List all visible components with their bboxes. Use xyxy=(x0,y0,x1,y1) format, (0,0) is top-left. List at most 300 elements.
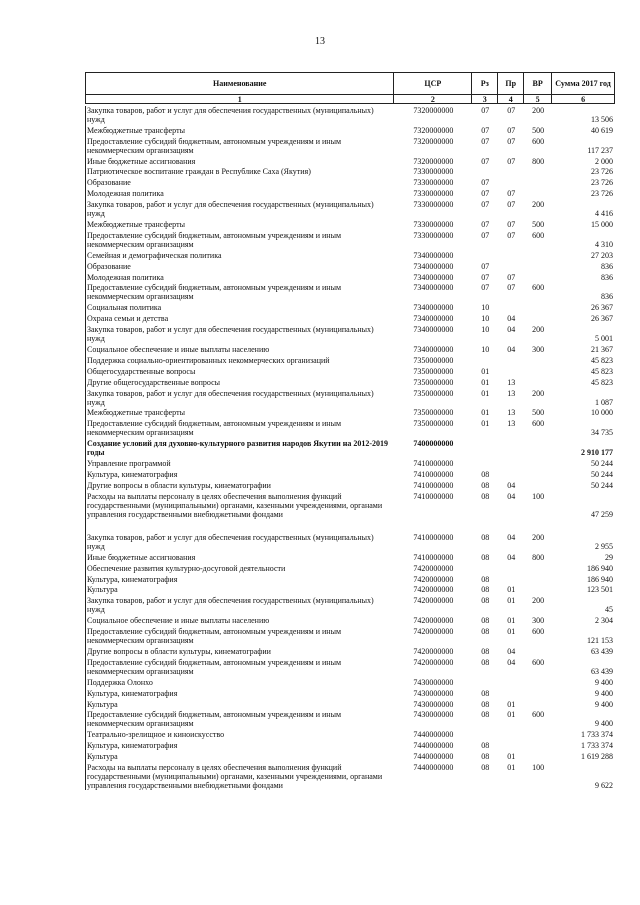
row-rz xyxy=(472,730,498,739)
row-name: Предоставление субсидий бюджетным, автономным учреждениям и иным некоммерческим организациям xyxy=(87,419,342,438)
row-name: Охрана семьи и детства xyxy=(87,314,169,324)
row-csr: 7410000000 xyxy=(413,532,454,542)
row-csr: 7440000000 xyxy=(413,730,454,740)
row-name: Межбюджетные трансферты xyxy=(87,408,185,418)
row-rz xyxy=(472,439,498,457)
row-pr xyxy=(498,741,524,750)
row-rz: 07 xyxy=(481,125,490,135)
row-name: Культура, кинематография xyxy=(87,688,178,698)
row-vr: 300 xyxy=(532,616,545,626)
table-row xyxy=(86,752,615,761)
row-vr xyxy=(524,167,552,176)
row-name: Закупка товаров, работ и услуг для обеспечения государственных (муниципальных) нужд xyxy=(87,388,374,407)
row-csr: 7320000000 xyxy=(413,105,454,115)
row-name: Поддержка социально-ориентированных некоммерческих организаций xyxy=(87,355,330,365)
row-sum: 45 823 xyxy=(591,366,614,376)
row-rz: 10 xyxy=(481,325,490,335)
row-pr xyxy=(498,730,524,739)
header-csr: ЦСР xyxy=(394,73,472,95)
row-pr: 04 xyxy=(507,345,516,355)
row-vr: 100 xyxy=(532,762,545,772)
row-csr: 7420000000 xyxy=(413,646,454,656)
row-vr xyxy=(524,356,552,365)
table-row xyxy=(86,481,615,490)
row-sum: 2 304 xyxy=(595,616,614,626)
column-numbers-row xyxy=(85,95,615,104)
row-sum: 1 733 374 xyxy=(581,741,614,751)
row-rz: 07 xyxy=(481,156,490,166)
table-row xyxy=(86,492,615,519)
table-row xyxy=(86,137,615,155)
row-pr: 07 xyxy=(507,272,516,282)
table-row xyxy=(86,126,615,135)
row-csr: 7340000000 xyxy=(413,261,454,271)
row-vr: 100 xyxy=(532,491,545,501)
row-rz: 08 xyxy=(481,762,490,772)
row-pr: 01 xyxy=(507,710,516,720)
row-vr: 600 xyxy=(532,657,545,667)
table-row xyxy=(86,564,615,573)
row-name: Другие вопросы в области культуры, кинематографии xyxy=(87,646,271,656)
row-sum: 45 823 xyxy=(591,355,614,365)
table-row xyxy=(86,647,615,656)
row-vr: 600 xyxy=(532,419,545,429)
row-pr: 04 xyxy=(507,325,516,335)
row-rz: 08 xyxy=(481,699,490,709)
row-pr xyxy=(498,564,524,573)
row-name: Поддержка Олонхо xyxy=(87,677,153,687)
row-vr xyxy=(524,481,552,490)
table-body xyxy=(85,106,615,790)
row-rz: 07 xyxy=(481,220,490,230)
header-rz: Рз xyxy=(472,73,498,95)
table-row xyxy=(86,389,615,407)
row-pr: 07 xyxy=(507,189,516,199)
row-rz: 07 xyxy=(481,178,490,188)
table-row xyxy=(86,439,615,457)
table-row xyxy=(86,419,615,437)
row-sum: 4 310 xyxy=(595,239,614,249)
row-vr xyxy=(524,678,552,687)
row-name: Иные бюджетные ассигнования xyxy=(87,552,196,562)
row-rz: 07 xyxy=(481,272,490,282)
row-name: Образование xyxy=(87,178,131,188)
row-vr: 800 xyxy=(532,552,545,562)
row-sum: 117 237 xyxy=(587,145,614,155)
table-row xyxy=(86,356,615,365)
row-pr xyxy=(498,678,524,687)
row-vr: 600 xyxy=(532,283,545,293)
row-pr xyxy=(498,167,524,176)
row-csr: 7330000000 xyxy=(413,200,454,210)
table-row xyxy=(86,157,615,166)
row-csr: 7330000000 xyxy=(413,230,454,240)
header-vr: ВР xyxy=(524,73,552,95)
row-pr: 13 xyxy=(507,419,516,429)
table-row xyxy=(86,553,615,562)
row-name: Социальное обеспечение и иные выплаты населению xyxy=(87,345,270,355)
row-sum: 1 733 374 xyxy=(581,730,614,740)
row-pr: 01 xyxy=(507,752,516,762)
row-rz: 08 xyxy=(481,688,490,698)
row-rz xyxy=(472,356,498,365)
row-vr: 600 xyxy=(532,710,545,720)
row-vr: 200 xyxy=(532,596,545,606)
table-row xyxy=(86,700,615,709)
row-name: Иные бюджетные ассигнования xyxy=(87,156,196,166)
row-pr: 01 xyxy=(507,762,516,772)
row-name: Закупка товаров, работ и услуг для обеспечения государственных (муниципальных) нужд xyxy=(87,532,374,551)
row-csr: 7340000000 xyxy=(413,250,454,260)
row-rz: 10 xyxy=(481,303,490,313)
row-csr: 7440000000 xyxy=(413,741,454,751)
row-rz: 10 xyxy=(481,345,490,355)
row-pr: 01 xyxy=(507,627,516,637)
row-vr: 200 xyxy=(532,532,545,542)
row-rz: 10 xyxy=(481,314,490,324)
row-rz: 08 xyxy=(481,491,490,501)
row-pr: 13 xyxy=(507,408,516,418)
row-vr: 200 xyxy=(532,105,545,115)
row-name: Культура xyxy=(87,752,118,762)
row-sum: 45 823 xyxy=(591,377,614,387)
row-sum: 5 001 xyxy=(595,334,614,344)
row-name: Закупка товаров, работ и услуг для обеспечения государственных (муниципальных) нужд xyxy=(87,596,374,615)
row-vr: 600 xyxy=(532,230,545,240)
row-rz: 08 xyxy=(481,741,490,751)
row-sum: 50 244 xyxy=(591,480,614,490)
row-csr: 7410000000 xyxy=(413,459,454,469)
row-sum: 40 619 xyxy=(591,125,614,135)
row-rz: 08 xyxy=(481,752,490,762)
row-name: Предоставление субсидий бюджетным, автономным учреждениям и иным некоммерческим организациям xyxy=(87,710,342,729)
row-csr: 7340000000 xyxy=(413,272,454,282)
row-name: Театрально-зрелищное и киноискусство xyxy=(87,730,225,740)
row-sum: 9 622 xyxy=(595,780,614,790)
row-sum: 45 xyxy=(605,605,614,615)
row-name: Общегосударственные вопросы xyxy=(87,366,196,376)
row-pr xyxy=(498,367,524,376)
table-row xyxy=(86,262,615,271)
row-vr: 300 xyxy=(532,345,545,355)
row-csr: 7330000000 xyxy=(413,189,454,199)
row-vr xyxy=(524,178,552,187)
row-sum: 2 955 xyxy=(595,541,614,551)
table-row xyxy=(86,345,615,354)
row-vr: 600 xyxy=(532,136,545,146)
table-row xyxy=(86,459,615,468)
row-vr xyxy=(524,689,552,698)
header-pr: Пр xyxy=(498,73,524,95)
row-sum: 29 xyxy=(605,552,614,562)
row-vr: 500 xyxy=(532,408,545,418)
table-row xyxy=(86,658,615,676)
table-row xyxy=(86,585,615,594)
row-csr: 7350000000 xyxy=(413,355,454,365)
col-num-rz: 3 xyxy=(472,95,498,104)
row-csr: 7410000000 xyxy=(413,480,454,490)
row-sum: 4 416 xyxy=(595,209,614,219)
row-vr xyxy=(524,378,552,387)
col-num-csr: 2 xyxy=(394,95,472,104)
row-csr: 7330000000 xyxy=(413,178,454,188)
row-vr xyxy=(524,564,552,573)
row-sum: 50 244 xyxy=(591,470,614,480)
row-pr xyxy=(498,303,524,312)
row-name: Управление программой xyxy=(87,459,171,469)
row-csr: 7410000000 xyxy=(413,491,454,501)
row-rz: 01 xyxy=(481,377,490,387)
row-name: Культура xyxy=(87,699,118,709)
row-csr: 7330000000 xyxy=(413,167,454,177)
row-pr xyxy=(498,251,524,260)
row-vr xyxy=(524,367,552,376)
row-vr: 500 xyxy=(532,220,545,230)
row-pr: 07 xyxy=(507,136,516,146)
row-name: Социальное обеспечение и иные выплаты населению xyxy=(87,616,270,626)
row-sum: 1 087 xyxy=(595,397,614,407)
table-header xyxy=(85,72,615,95)
row-rz: 08 xyxy=(481,585,490,595)
row-vr: 200 xyxy=(532,388,545,398)
row-vr xyxy=(524,189,552,198)
row-sum: 836 xyxy=(601,272,614,282)
table-row xyxy=(86,627,615,645)
row-rz: 07 xyxy=(481,261,490,271)
header-sum: Сумма 2017 год xyxy=(552,73,615,95)
row-vr xyxy=(524,700,552,709)
header-name: Наименование xyxy=(86,73,394,95)
row-rz: 01 xyxy=(481,366,490,376)
table-row xyxy=(86,367,615,376)
table-row xyxy=(86,189,615,198)
row-sum: 13 506 xyxy=(591,114,614,124)
row-csr: 7420000000 xyxy=(413,616,454,626)
row-sum: 27 203 xyxy=(591,250,614,260)
row-sum: 2 910 177 xyxy=(581,448,614,458)
row-vr xyxy=(524,273,552,282)
row-vr xyxy=(524,262,552,271)
row-sum: 63 439 xyxy=(591,666,614,676)
row-csr: 7420000000 xyxy=(413,563,454,573)
row-name: Другие общегосударственные вопросы xyxy=(87,377,221,387)
page-number: 13 xyxy=(315,36,325,47)
row-csr: 7340000000 xyxy=(413,325,454,335)
row-name: Семейная и демографическая политика xyxy=(87,250,222,260)
row-pr xyxy=(498,356,524,365)
row-sum: 10 000 xyxy=(591,408,614,418)
row-vr xyxy=(524,314,552,323)
row-vr: 200 xyxy=(532,200,545,210)
row-rz: 01 xyxy=(481,408,490,418)
row-name: Создание условий для духовно-культурного развития народов Якутии на 2012-2019 годы xyxy=(87,439,388,458)
row-sum: 9 400 xyxy=(595,677,614,687)
row-sum: 26 367 xyxy=(591,303,614,313)
row-csr: 7320000000 xyxy=(413,136,454,146)
row-name: Культура xyxy=(87,585,118,595)
row-csr: 7350000000 xyxy=(413,419,454,429)
row-rz: 08 xyxy=(481,627,490,637)
row-rz xyxy=(472,167,498,176)
row-vr xyxy=(524,439,552,457)
row-vr xyxy=(524,585,552,594)
row-pr: 07 xyxy=(507,156,516,166)
row-csr: 7420000000 xyxy=(413,585,454,595)
row-name: Обеспечение развития культурно-досуговой деятельности xyxy=(87,563,286,573)
row-pr xyxy=(498,470,524,479)
table-row xyxy=(86,408,615,417)
row-name: Закупка товаров, работ и услуг для обеспечения государственных (муниципальных) нужд xyxy=(87,105,374,124)
row-rz: 07 xyxy=(481,230,490,240)
row-sum: 836 xyxy=(601,261,614,271)
row-csr: 7430000000 xyxy=(413,710,454,720)
row-pr xyxy=(498,178,524,187)
row-vr: 800 xyxy=(532,156,545,166)
row-sum: 23 726 xyxy=(591,167,614,177)
row-csr: 7330000000 xyxy=(413,220,454,230)
row-csr: 7350000000 xyxy=(413,366,454,376)
row-vr xyxy=(524,647,552,656)
row-csr: 7320000000 xyxy=(413,156,454,166)
row-csr: 7430000000 xyxy=(413,677,454,687)
row-pr: 07 xyxy=(507,283,516,293)
row-name: Социальная политика xyxy=(87,303,162,313)
row-csr: 7430000000 xyxy=(413,688,454,698)
row-vr xyxy=(524,730,552,739)
row-rz: 08 xyxy=(481,574,490,584)
row-pr: 01 xyxy=(507,585,516,595)
table-row xyxy=(86,167,615,176)
row-sum: 23 726 xyxy=(591,178,614,188)
row-pr xyxy=(498,459,524,468)
row-sum: 23 726 xyxy=(591,189,614,199)
row-name: Межбюджетные трансферты xyxy=(87,220,185,230)
table-row xyxy=(86,106,615,124)
row-pr: 07 xyxy=(507,125,516,135)
row-pr: 07 xyxy=(507,105,516,115)
row-vr: 200 xyxy=(532,325,545,335)
row-vr: 600 xyxy=(532,627,545,637)
row-csr: 7420000000 xyxy=(413,627,454,637)
row-sum: 15 000 xyxy=(591,220,614,230)
row-rz: 08 xyxy=(481,532,490,542)
table-row xyxy=(86,533,615,551)
row-rz xyxy=(472,678,498,687)
row-sum: 836 xyxy=(601,292,614,302)
table-row xyxy=(86,200,615,218)
row-vr xyxy=(524,741,552,750)
row-sum: 9 400 xyxy=(595,688,614,698)
table-row xyxy=(86,616,615,625)
row-pr: 04 xyxy=(507,552,516,562)
row-name: Патриотическое воспитание граждан в Республике Саха (Якутия) xyxy=(87,167,311,177)
row-pr xyxy=(498,689,524,698)
row-rz: 08 xyxy=(481,657,490,667)
row-csr: 7350000000 xyxy=(413,388,454,398)
row-csr: 7430000000 xyxy=(413,699,454,709)
row-name: Предоставление субсидий бюджетным, автономным учреждениям и иным некоммерческим организациям xyxy=(87,627,342,646)
row-name: Закупка товаров, работ и услуг для обеспечения государственных (муниципальных) нужд xyxy=(87,325,374,344)
row-name: Молодежная политика xyxy=(87,272,164,282)
row-csr: 7420000000 xyxy=(413,574,454,584)
row-pr: 07 xyxy=(507,200,516,210)
row-vr xyxy=(524,752,552,761)
col-num-vr: 5 xyxy=(524,95,552,104)
row-name: Предоставление субсидий бюджетным, автономным учреждениям и иным некоммерческим организациям xyxy=(87,657,342,676)
row-pr: 01 xyxy=(507,699,516,709)
row-rz xyxy=(472,564,498,573)
row-sum: 63 439 xyxy=(591,646,614,656)
row-sum: 26 367 xyxy=(591,314,614,324)
row-csr: 7340000000 xyxy=(413,314,454,324)
row-name: Расходы на выплаты персоналу в целях обеспечения выполнения функций государственными (муниципальными) органами, казенными учреждениями, органами управления государственными внебюджетными фондами xyxy=(87,491,383,519)
row-csr: 7440000000 xyxy=(413,762,454,772)
row-name: Другие вопросы в области культуры, кинематографии xyxy=(87,480,271,490)
table-row xyxy=(86,325,615,343)
table-row xyxy=(86,730,615,739)
budget-table xyxy=(85,72,615,790)
row-pr: 04 xyxy=(507,314,516,324)
row-sum: 1 619 288 xyxy=(581,752,614,762)
row-pr: 07 xyxy=(507,220,516,230)
row-pr xyxy=(498,262,524,271)
row-name: Закупка товаров, работ и услуг для обеспечения государственных (муниципальных) нужд xyxy=(87,200,374,219)
table-row xyxy=(86,178,615,187)
row-name: Культура, кинематография xyxy=(87,741,178,751)
row-rz: 08 xyxy=(481,710,490,720)
col-num-sum: 6 xyxy=(552,95,615,104)
row-csr: 7350000000 xyxy=(413,408,454,418)
col-num-pr: 4 xyxy=(498,95,524,104)
row-rz: 07 xyxy=(481,105,490,115)
row-sum: 2 000 xyxy=(595,156,614,166)
table-row xyxy=(86,689,615,698)
row-vr xyxy=(524,303,552,312)
col-num-name: 1 xyxy=(86,95,394,104)
row-sum: 50 244 xyxy=(591,459,614,469)
row-csr: 7410000000 xyxy=(413,552,454,562)
row-sum: 121 153 xyxy=(587,636,614,646)
row-csr: 7350000000 xyxy=(413,377,454,387)
row-rz: 07 xyxy=(481,283,490,293)
table-row xyxy=(86,741,615,750)
row-sum: 186 940 xyxy=(587,563,614,573)
row-name: Расходы на выплаты персоналу в целях обеспечения выполнения функций государственными (муниципальными) органами, казенными учреждениями, органами управления государственными внебюджетными фондами xyxy=(87,762,383,790)
row-rz: 07 xyxy=(481,136,490,146)
row-csr: 7410000000 xyxy=(413,470,454,480)
row-vr: 500 xyxy=(532,125,545,135)
table-row xyxy=(86,678,615,687)
table-row xyxy=(86,378,615,387)
row-pr: 01 xyxy=(507,596,516,606)
row-csr: 7420000000 xyxy=(413,596,454,606)
row-sum: 34 735 xyxy=(591,428,614,438)
row-name: Предоставление субсидий бюджетным, автономным учреждениям и иным некоммерческим организациям xyxy=(87,136,342,155)
row-csr: 7420000000 xyxy=(413,657,454,667)
row-pr xyxy=(498,439,524,457)
table-row xyxy=(86,251,615,260)
row-rz: 08 xyxy=(481,616,490,626)
table-row xyxy=(86,273,615,282)
row-csr: 7340000000 xyxy=(413,283,454,293)
row-rz: 01 xyxy=(481,419,490,429)
row-csr: 7320000000 xyxy=(413,125,454,135)
row-csr: 7400000000 xyxy=(413,439,454,449)
row-rz: 08 xyxy=(481,480,490,490)
row-rz: 01 xyxy=(481,388,490,398)
row-pr xyxy=(498,575,524,584)
row-rz: 07 xyxy=(481,189,490,199)
